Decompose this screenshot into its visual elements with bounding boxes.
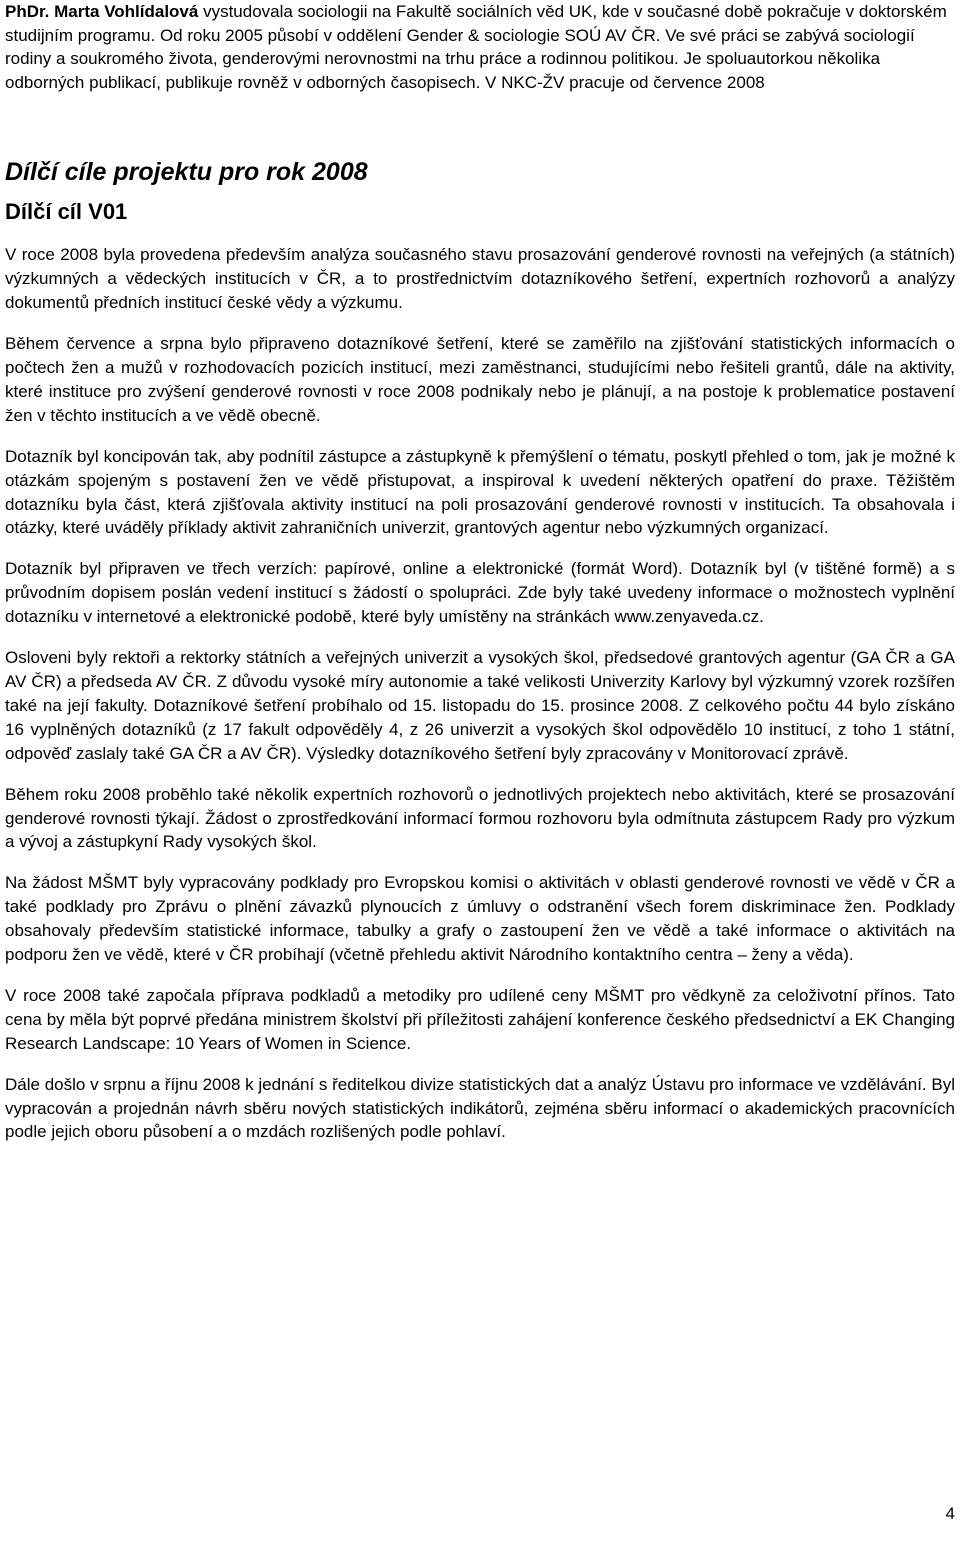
author-name: PhDr. Marta Vohlídalová	[5, 2, 199, 21]
body-paragraph: Dále došlo v srpnu a říjnu 2008 k jednání s ředitelkou divize statistických dat a analýz Ústavu pro informace ve vzdělávání. Byl vypracován a projednán návrh sběru nových statistických indikátorů, zejména sběru informací o akademických pracovnících podle jejich oboru působení a o mzdách rozlišených podle pohlaví.	[5, 1074, 955, 1142]
body-paragraph: Na žádost MŠMT byly vypracovány podklady pro Evropskou komisi o aktivitách v oblasti genderové rovnosti ve vědě v ČR a také podklady pro Zprávu o plnění závazků plynoucích z úmluvy o odstranění všech forem diskriminace žen. Podklady obsahovaly především statistické informace, tabulky a grafy o zastoupení žen ve vědě a také informace o aktivitách na podporu žen ve vědě, které v ČR probíhají (včetně přehledu aktivit Národního kontaktního centra – ženy a věda).	[5, 873, 955, 965]
body-paragraph: Během roku 2008 proběhlo také několik expertních rozhovorů o jednotlivých projektech nebo aktivitách, které se prosazování genderové rovnosti týkají. Žádost o zprostředkování informací formou rozhovoru byla odmítnuta zástupcem Rady pro výzkum a vývoj a zástupkyní Rady vysokých škol.	[5, 784, 955, 852]
body-paragraph: Dotazník byl připraven ve třech verzích: papírové, online a elektronické (formát Word). Dotazník byl (v tištěné formě) a s průvodním dopisem poslán vedení institucí s žádostí o spolupráci. Zde byly také uvedeny informace o možnostech vyplnění dotazníku v internetové a elektronické podobě, které byly umístěny na stránkách www.zenyaveda.cz.	[5, 559, 955, 627]
author-bio-text: vystudovala sociologii na Fakultě sociálních věd UK, kde v současné době pokračuje v doktorském studijním programu. Od roku 2005 působí v oddělení Gender & sociologie SOÚ AV ČR. Ve své práci se zabývá sociologií rodiny a soukromého života, genderovými nerovnostmi na trhu práce a rodinnou politikou. Je spoluautorkou několika odborných publikací, publikuje rovněž v odborných časopisech. V NKC-ŽV pracuje od července 2008	[5, 2, 947, 92]
body-paragraph: Během července a srpna bylo připraveno dotazníkové šetření, které se zaměřilo na zjišťování statistických informacích o počtech žen a mužů v rozhodovacích pozicích institucí, mezi zaměstnanci, studujícími nebo řešiteli grantů, dále na aktivity, které instituce pro zvýšení genderové rovnosti v roce 2008 podnikaly nebo je plánují, a na postoje k problematice postavení žen v těchto institucích a ve vědě obecně.	[5, 334, 955, 425]
body-paragraph: Osloveni byly rektoři a rektorky státních a veřejných univerzit a vysokých škol, předsedové grantových agentur (GA ČR a GA AV ČR) a předseda AV ČR. Z důvodu vysoké míry autonomie a také velikosti Univerzity Karlovy byl výzkumný vzorek rozšířen také na její fakulty. Dotazníkové šetření probíhalo od 15. listopadu do 15. prosince 2008. Z celkového počtu 44 bylo získáno 16 vyplněných dotazníků (z 17 fakult odpověděly 4, z 26 univerzit a vysokých škol odpovědělo 10 institucí, z toho 1 státní, odpověď zaslaly také GA ČR a AV ČR). Výsledky dotazníkového šetření byly zpracovány v Monitorovací zprávě.	[5, 648, 955, 763]
subsection-title: Dílčí cíl V01	[5, 199, 128, 225]
body-paragraph: V roce 2008 byla provedena především analýza současného stavu prosazování genderové rovnosti na veřejných (a státních) výzkumných a vědeckých institucích v ČR, a to prostřednictvím dotazníkového šetření, expertních rozhovorů a analýzy dokumentů předních institucí české vědy a výzkumu.	[5, 245, 955, 313]
author-bio	[5, 0, 955, 94]
body-paragraph: Dotazník byl koncipován tak, aby podnítil zástupce a zástupkyně k přemýšlení o tématu, poskytl přehled o tom, jak je možné k otázkám spojeným s postavení žen ve vědě přistupovat, a inspiroval k uvedení některých opatření do praxe. Těžištěm dotazníku byla část, která zjišťovala aktivity institucí na poli prosazování genderové rovnosti v institucích. Ta obsahovala i otázky, které uváděly příklady aktivit zahraničních univerzit, grantových agentur nebo výzkumných organizací.	[5, 446, 955, 538]
document-page	[5, 0, 955, 1144]
body-paragraph: V roce 2008 také započala příprava podkladů a metodiky pro udílené ceny MŠMT pro vědkyně za celoživotní přínos. Tato cena by měla být poprvé předána ministrem školství při příležitosti zahájení konference českého předsednictví a EK Changing Research Landscape: 10 Years of Women in Science.	[5, 985, 955, 1053]
page-number: 4	[945, 1504, 955, 1523]
section-title: Dílčí cíle projektu pro rok 2008	[5, 158, 368, 187]
